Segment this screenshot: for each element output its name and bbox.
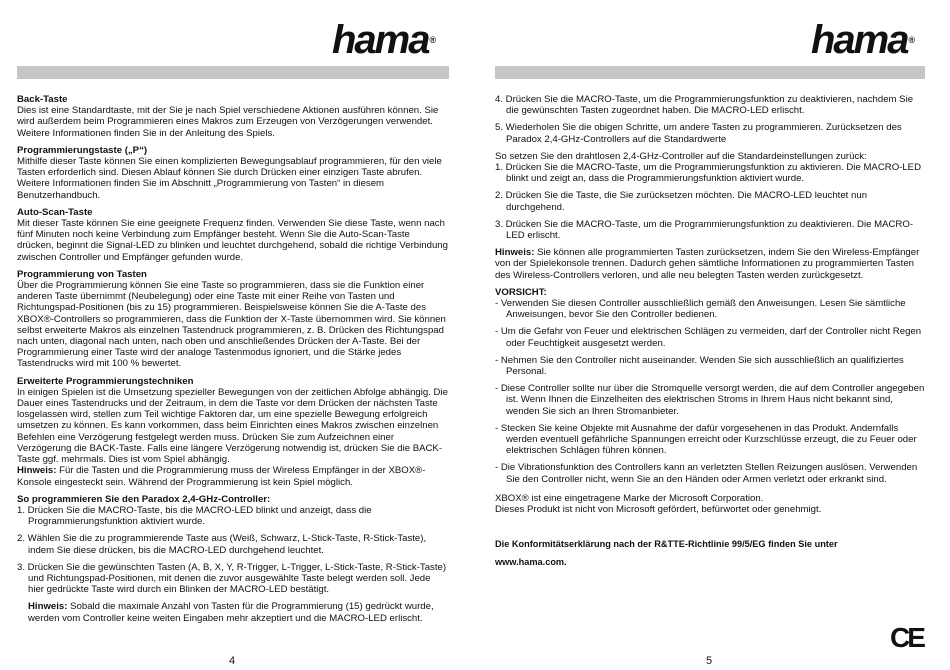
caution-item: - Stecken Sie keine Objekte mit Ausnahme der dafür vorgesehenen in das Produkt. Andernfalls werden eventuell gefährliche Spannungen erreicht oder Kurzschlüsse erzeugt, die zu Feuer oder elektrischen Schlägen führen können. <box>495 422 917 457</box>
page-number: 5 <box>706 655 713 667</box>
caution-heading: VORSICHT: <box>495 286 547 298</box>
caution-item: - Um die Gefahr von Feuer und elektrischen Schlägen zu vermeiden, darf der Controller nicht Regen oder Feuchtigkeit ausgesetzt werden. <box>495 326 922 349</box>
reset-step: 2. Drücken Sie die Taste, die Sie zurücksetzen möchten. Die MACRO-LED leuchtet nun durchgehend. <box>495 190 868 213</box>
hama-logo: hama® <box>332 18 437 62</box>
program-step: 2. Wählen Sie die zu programmierende Taste aus (Weiß, Schwarz, L-Stick-Taste, R-Stick-Taste), indem Sie diese drücken, bis die MACRO-LED durchgehend leuchtet. <box>17 533 427 556</box>
hint-paragraph: Hinweis: Für die Tasten und die Programmierung muss der Wireless Empfänger in der XBOX®-Konsole eingesteckt sein. Während der Programmierung ist kein Spiel möglich. <box>17 465 426 488</box>
section-back-key: Back-Taste Dies ist eine Standardtaste, mit der Sie je nach Spiel verschiedene Aktionen ausführen können. Sie wird außerdem beim Programmieren eines Makros zum Erzeugen von Verzögerungen verwendet. Weitere Informationen finden Sie in der Anleitung des Spiels. <box>17 94 439 139</box>
header-bar <box>17 66 449 79</box>
reset-intro: So setzen Sie den drahtlosen 2,4-GHz-Controller auf die Standardeinstellungen zurück: <box>495 150 867 162</box>
reset-step: 3. Drücken Sie die MACRO-Taste, um die Programmierungsfunktion zu deaktivieren. Die MACRO-LED erlischt. <box>495 218 914 242</box>
program-step: 5. Wiederholen Sie die obigen Schritte, um andere Tasten zu programmieren. Zurücksetzen des Paradox 2,4-GHz-Controllers auf die Standardwerte <box>495 122 902 145</box>
trademark-line: XBOX® ist eine eingetragene Marke der Microsoft Corporation. <box>495 492 764 504</box>
step3-hint: Hinweis: Sobald die maximale Anzahl von Tasten für die Programmierung (15) gedrückt wurde, werden vom Controller keine weiten Eingaben mehr akzeptiert und die MACRO-LED erlischt. <box>28 601 434 624</box>
program-step: 1. Drücken Sie die MACRO-Taste, bis die MACRO-LED blinkt und anzeigt, dass die Programmierungsfunktion aktiviert wurde. <box>17 504 372 528</box>
program-heading: So programmieren Sie den Paradox 2,4-GHz-Controller: <box>17 493 271 505</box>
caution-item: - Diese Controller sollte nur über die Stromquelle versorgt werden, die auf dem Controller angegeben ist. Wenn Ihnen die Einzelheiten des elektrischen Stroms in Ihrem Haus nicht bekannt sind, wenden Sie sich an Ihren Stromanbieter. <box>495 383 925 417</box>
hama-logo: hama® <box>811 18 916 62</box>
caution-item: - Die Vibrationsfunktion des Controllers kann an verletzten Stellen Reizungen auslösen. Verwenden Sie den Controller nicht, wenn Sie an den Händen oder Armen verletzt oder erkrankt sind. <box>495 462 918 485</box>
caution-item: - Nehmen Sie den Controller nicht auseinander. Wenden Sie sich ausschließlich an qualifiziertes Personal. <box>495 354 904 378</box>
program-step: 3. Drücken Sie die gewünschten Tasten (A, B, X, Y, R-Trigger, L-Trigger, L-Stick-Taste, R-Stick-Taste) und Richtungspad-Positionen, mit denen die zuvor ausgewählte Taste belegt werden soll. Jede hier gedrückte Taste wird durch ein Blinken der MACRO-LED bestätigt. <box>17 561 447 596</box>
left-content <box>17 94 449 630</box>
header-bar <box>495 66 925 79</box>
section-auto-scan: Auto-Scan-Taste Mit dieser Taste können Sie eine geeignete Frequenz finden. Verwenden Sie diese Taste, wenn nach fünf Minuten noch keine Verbindung zum Empfänger besteht. Wenn Sie die Auto-Scan-Taste drücken, beginnt die Signal-LED zu blinken und leuchtet durchgehend, sobald die richtige Verbindung zwischen Controller und Empfänger gefunden wurde. <box>17 206 448 263</box>
section-key-programming: Programmierung von Tasten Über die Programmierung können Sie eine Taste so programmieren, dass sie die Funktion einer anderen Taste übernimmt (Neubelegung) oder eine Taste mit einer Reihe von Tasten und Richtungspad-Positionen (bis zu 15) programmieren. Beispielsweise können Sie die A-Taste des XBOX®-Controllers so programmieren, dass die Funktion der X-Taste übernommen wird. Sie können selbst erweiterte Makros als einzelnen Tastendruck programmieren, z. B. Drücken des Richtungspad nach unten, diagonal nach unten, nach oben und anschließendes Drücken der A-Taste. Bei der Programmierung einer Taste wird der analoge Tastenmodus ignoriert, und die Stärke jedes Tastendrucks wird mit 100 % bewertet. <box>17 268 446 370</box>
reset-step: 1. Drücken Sie die MACRO-Taste, um die Programmierungsfunktion zu aktivieren. Die MACRO-LED blinkt und zeigt an, dass die Programmierungsfunktion aktiviert wurde. <box>495 162 922 185</box>
section-program-key: Programmierungstaste („P“) Mithilfe dieser Taste können Sie einen komplizierten Bewegungsablauf programmieren, für den viele Tasten erforderlich sind. Diesen Ablauf können Sie durch Drücken einer einzigen Taste abrufen. Weitere Informationen finden Sie im Abschnitt „Programmierung von Tasten“ in diesem Benutzerhandbuch. <box>17 144 442 201</box>
trademark-line: Dieses Produkt ist nicht von Microsoft gefördert, befürwortet oder genehmigt. <box>495 504 822 516</box>
section-advanced: Erweiterte Programmierungstechniken In einigen Spielen ist die Umsetzung spezieller Bewegungen von der zeitlichen Abfolge abhängig. Die Dauer eines Tastendrucks und der Zeitraum, in dem die Taste vor dem Drücken der nächsten Taste losgelassen wird, stellen zum Teil wichtige Faktoren dar, um eine spezielle Bewegung erfolgreich umsetzen zu können. Es kann vorkommen, dass beim Einrichten eines Makros zwischen einzelnen Befehlen eine Verzögerung festgelegt werden muss. Drücken Sie zum Aufzeichnen einer Verzögerung die BACK-Taste. Falls eine längere Verzögerung notwendig ist, drücken Sie die BACK-Taste ggf. mehrmals. Dies ist vom Spiel abhängig. <box>17 375 448 466</box>
right-content <box>495 94 925 568</box>
website-link[interactable]: www.hama.com. <box>495 556 567 567</box>
page-number: 4 <box>229 655 236 667</box>
ce-mark: CE <box>890 622 923 653</box>
hint-paragraph: Hinweis: Sie können alle programmierten Tasten zurücksetzen, indem Sie den Wireless-Empfänger von der Spielekonsole trennen. Dadurch gehen sämtliche Informationen zu programmierten Tasten des Wireless-Controllers verloren, und alle neu belegten Tasten werden zurückgesetzt. <box>495 247 920 281</box>
caution-item: - Verwenden Sie diesen Controller ausschließlich gemäß den Anweisungen. Lesen Sie sämtliche Anweisungen, bevor Sie den Controller bedienen. <box>495 298 906 321</box>
program-step: 4. Drücken Sie die MACRO-Taste, um die Programmierungsfunktion zu deaktivieren, nachdem Sie die gewünschten Tasten zugeordnet haben. Die MACRO-LED erlischt. <box>495 94 914 117</box>
conformity-text: Die Konformitätserklärung nach der R&TTE-Richtlinie 99/5/EG finden Sie unter <box>495 539 838 550</box>
right-page <box>475 0 950 670</box>
